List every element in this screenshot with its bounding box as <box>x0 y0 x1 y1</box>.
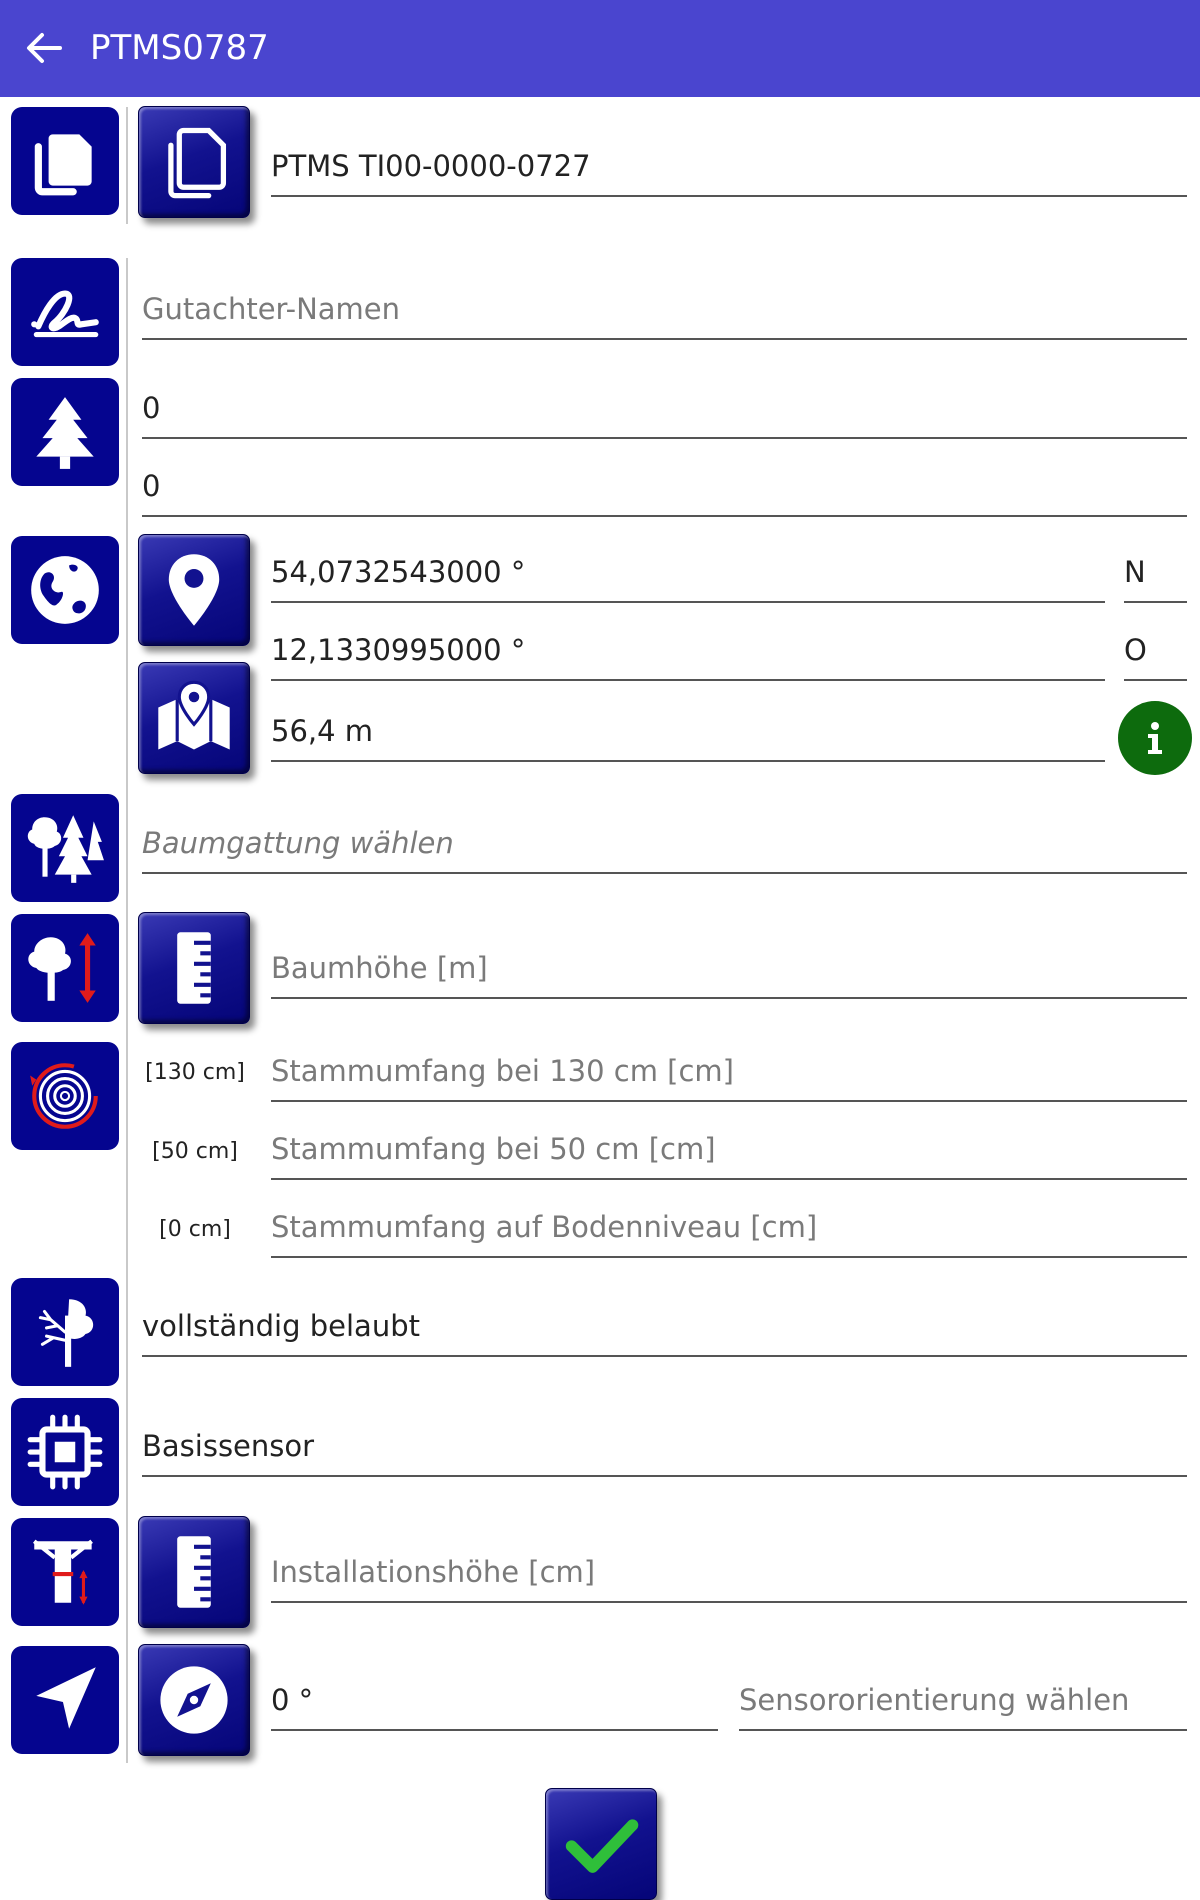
tree-height-input[interactable]: Baumhöhe [m] <box>271 939 1187 999</box>
circumference-ground-input[interactable]: Stammumfang auf Bodenniveau [cm] <box>271 1198 1187 1258</box>
longitude-direction[interactable]: O <box>1124 621 1187 681</box>
orientation-degree-field[interactable]: 0 ° <box>271 1671 718 1731</box>
direction-tile <box>11 1646 119 1754</box>
tree-tile <box>11 378 119 486</box>
tree-height-tile <box>11 914 119 1022</box>
compass-button[interactable] <box>138 1644 250 1756</box>
longitude-field[interactable]: 12,1330995000 ° <box>271 621 1105 681</box>
install-height-tile <box>11 1518 119 1626</box>
measure-install-height-button[interactable] <box>138 1516 250 1628</box>
copy-tile <box>11 107 119 215</box>
trees-icon <box>24 807 106 889</box>
chip-icon <box>24 1411 106 1493</box>
tree-number-input-2[interactable]: 0 <box>142 457 1187 517</box>
chip-tile <box>11 1398 119 1506</box>
signature-icon <box>24 271 106 353</box>
trunk-tile <box>11 1042 119 1150</box>
arrow-left-icon <box>22 26 66 70</box>
back-button[interactable] <box>22 26 66 70</box>
latitude-direction[interactable]: N <box>1124 543 1187 603</box>
app-bar <box>0 0 1200 97</box>
foliage-select[interactable]: vollständig belaubt <box>142 1297 1187 1357</box>
tree-number-input[interactable]: 0 <box>142 379 1187 439</box>
circumference-130-label: [130 cm] <box>145 1060 245 1085</box>
sensor-type-select[interactable]: Basissensor <box>142 1417 1187 1477</box>
info-button[interactable] <box>1118 701 1192 775</box>
compass-icon <box>152 1658 236 1742</box>
divider <box>126 258 128 1763</box>
foliage-icon <box>24 1291 106 1373</box>
circumference-50-label: [50 cm] <box>152 1139 238 1164</box>
page-title: PTMS0787 <box>90 28 269 68</box>
genus-select[interactable]: Baumgattung wählen <box>142 814 1187 874</box>
install-height-icon <box>24 1531 106 1613</box>
expert-name-input[interactable]: Gutachter-Namen <box>142 280 1187 340</box>
ruler-icon <box>152 1530 236 1614</box>
copy-icon <box>24 120 106 202</box>
orientation-select[interactable]: Sensororientierung wählen <box>739 1671 1187 1731</box>
circumference-0-label: [0 cm] <box>159 1217 231 1242</box>
check-icon <box>559 1802 643 1886</box>
ruler-icon <box>152 926 236 1010</box>
latitude-field[interactable]: 54,0732543000 ° <box>271 543 1105 603</box>
confirm-button[interactable] <box>545 1788 657 1900</box>
copy-id-button[interactable] <box>138 106 250 218</box>
info-icon <box>1135 718 1175 758</box>
circumference-50-input[interactable]: Stammumfang bei 50 cm [cm] <box>271 1120 1187 1180</box>
altitude-field[interactable]: 56,4 m <box>271 702 1105 762</box>
gps-locate-button[interactable] <box>138 534 250 646</box>
species-tile <box>11 794 119 902</box>
foliage-tile <box>11 1278 119 1386</box>
copy-icon <box>152 120 236 204</box>
globe-icon <box>24 549 106 631</box>
circumference-130-input[interactable]: Stammumfang bei 130 cm [cm] <box>271 1042 1187 1102</box>
location-pin-icon <box>152 548 236 632</box>
map-location-button[interactable] <box>138 662 250 774</box>
map-pin-icon <box>152 676 236 760</box>
divider <box>126 107 128 224</box>
measure-height-button[interactable] <box>138 912 250 1024</box>
globe-tile <box>11 536 119 644</box>
sensor-id-field[interactable]: PTMS TI00-0000-0727 <box>271 137 1187 197</box>
install-height-input[interactable]: Installationshöhe [cm] <box>271 1543 1187 1603</box>
tree-height-icon <box>24 927 106 1009</box>
navigation-icon <box>24 1659 106 1741</box>
conifer-icon <box>24 391 106 473</box>
trunk-rings-icon <box>24 1055 106 1137</box>
signature-tile <box>11 258 119 366</box>
